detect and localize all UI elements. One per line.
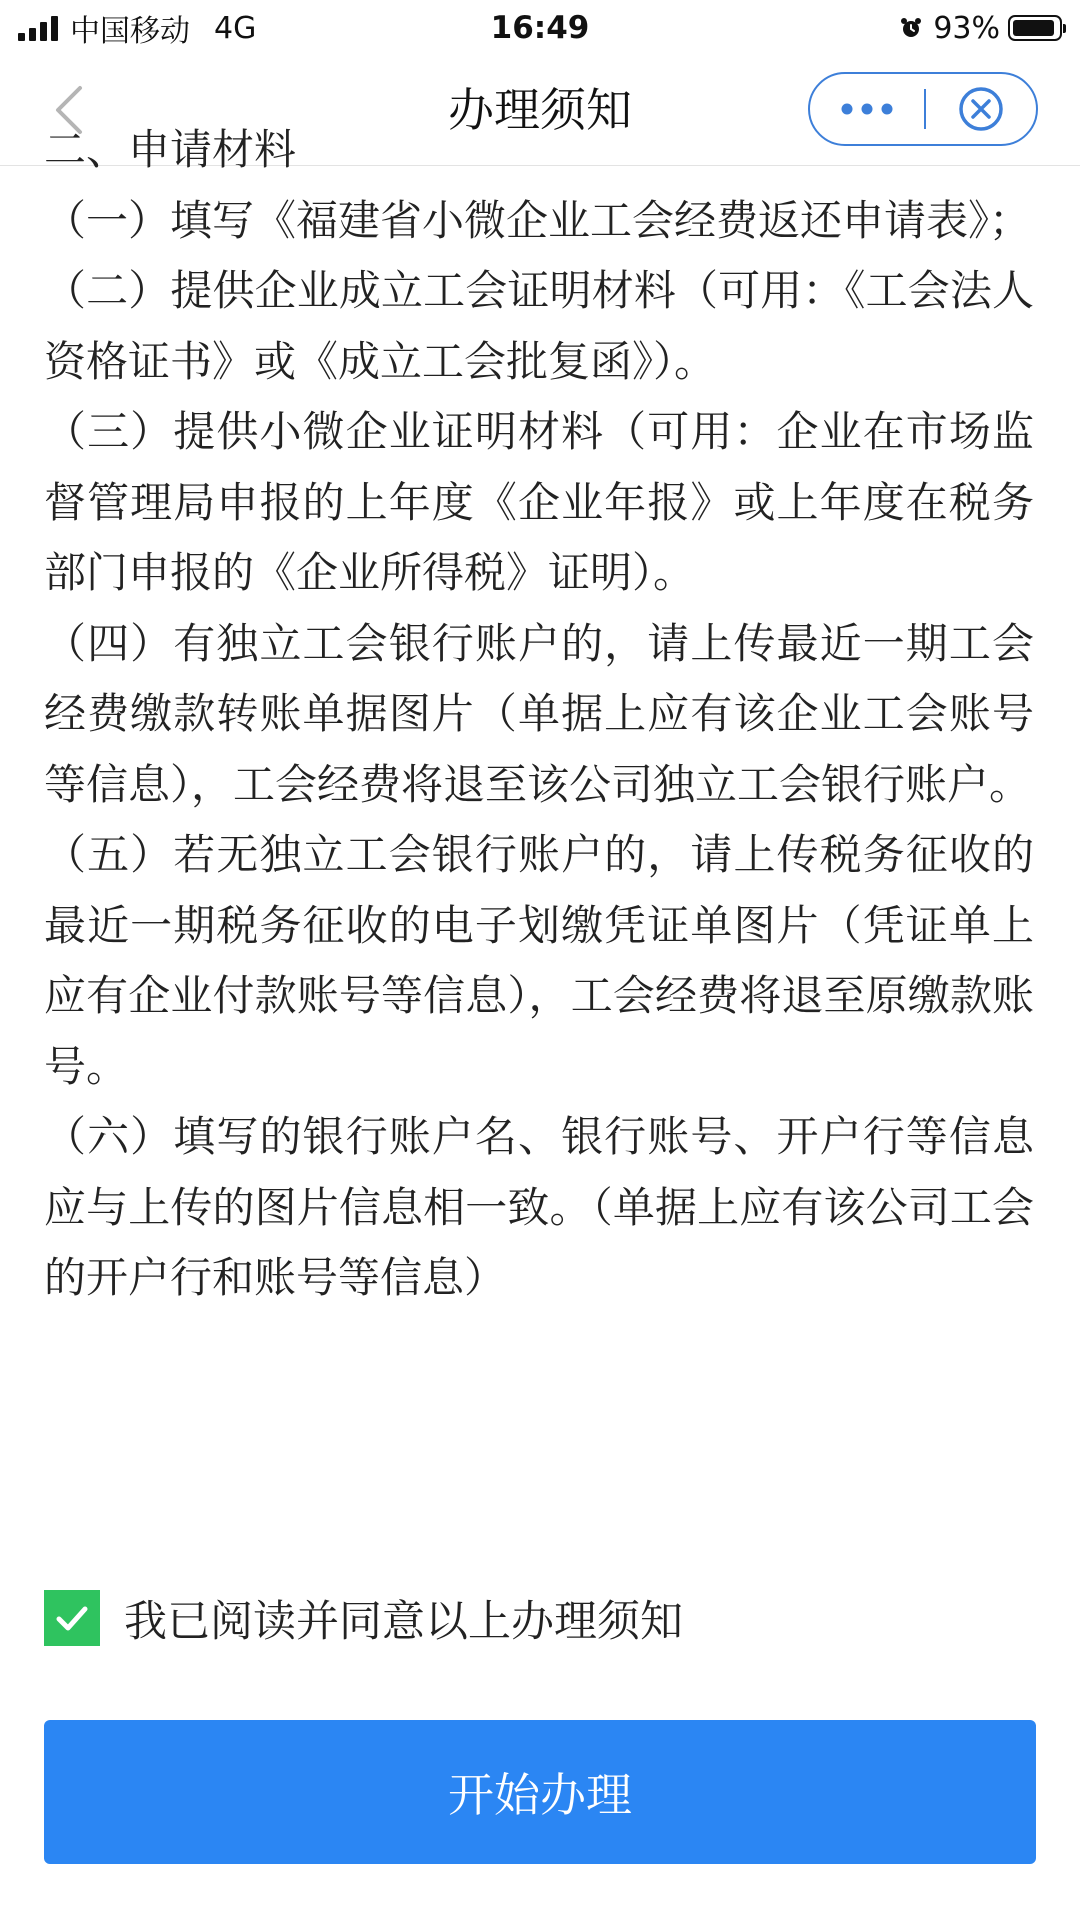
checkmark-icon: [52, 1598, 92, 1638]
notice-item: （六）填写的银行账户名、银行账号、开户行等信息应与上传的图片信息相一致。（单据上应有该公司工会的开户行和账号等信息）: [44, 1112, 1034, 1302]
more-dots-icon: [840, 102, 894, 116]
notice-item: （三）提供小微企业证明材料（可用：企业在市场监督管理局申报的上年度《企业年报》或上年度在税务部门申报的《企业所得税》证明）。: [44, 407, 1034, 597]
alarm-icon: [899, 16, 923, 40]
carrier-name: 中国移动: [70, 14, 190, 49]
notice-item: （四）有独立工会银行账户的，请上传最近一期工会经费缴款转账单据图片（单据上应有该企业工会账号等信息），工会经费将退至该公司独立工会银行账户。: [44, 618, 1034, 809]
battery-fill: [1013, 20, 1054, 36]
page-title: 办理须知: [448, 83, 632, 137]
notice-item: （二）提供企业成立工会证明材料（可用：《工会法人资格证书》或《成立工会批复函》）。: [44, 266, 1034, 386]
status-right: [899, 8, 1062, 48]
notice-content[interactable]: [0, 125, 1080, 1457]
notice-item: （一）填写《福建省小微企业工会经费返还申请表》；: [44, 195, 1032, 245]
battery-icon: [1008, 15, 1062, 41]
agreement-label: 我已阅读并同意以上办理须知: [124, 1596, 683, 1647]
start-button[interactable]: 开始办理: [44, 1720, 1036, 1864]
notice-partial-heading: 二、申请材料: [44, 125, 297, 174]
notice-item: （五）若无独立工会银行账户的，请上传税务征收的最近一期税务征收的电子划缴凭证单图片（凭证单上应有企业付款账号等信息），工会经费将退至原缴款账号。: [44, 830, 1034, 1091]
network-type: 4G: [214, 10, 257, 46]
status-bar: [0, 0, 1080, 54]
battery-percent: 93%: [933, 10, 1000, 46]
agreement-checkbox[interactable]: [44, 1590, 100, 1646]
agreement-row[interactable]: [44, 1590, 683, 1646]
status-time: 16:49: [490, 10, 590, 46]
notice-text: [44, 115, 1034, 1314]
